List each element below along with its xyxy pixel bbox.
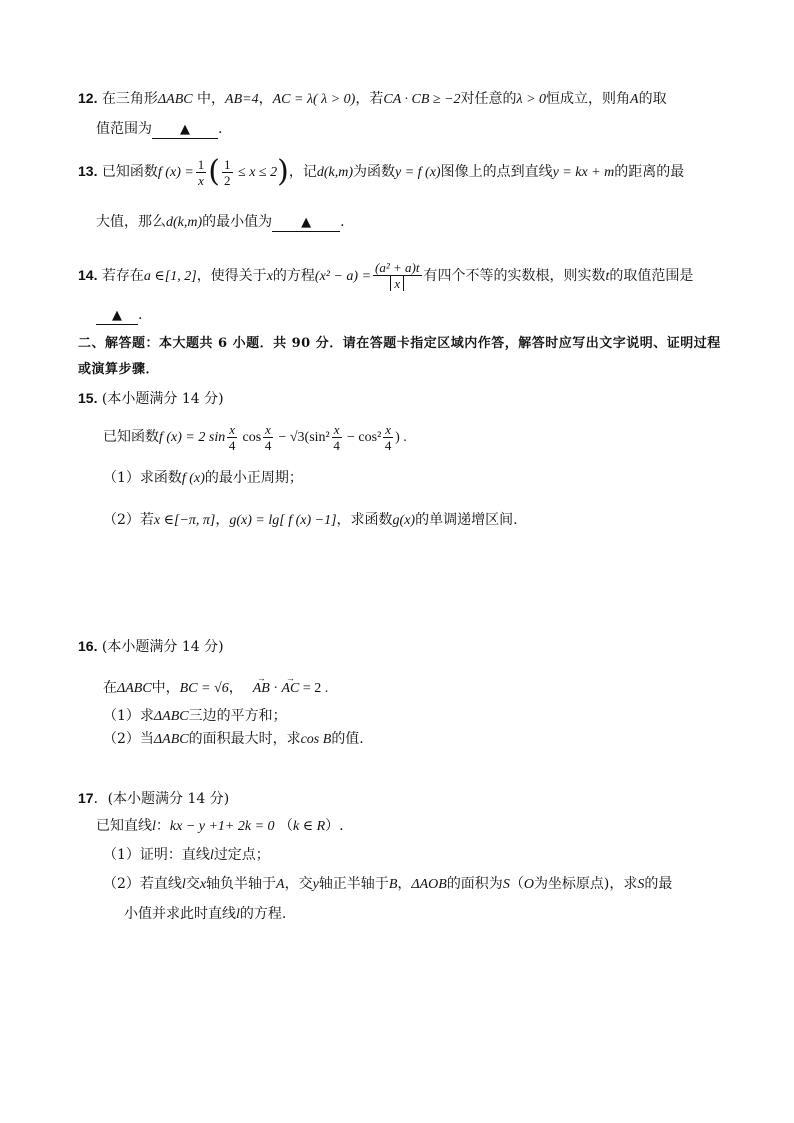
q17-stem: 已知直线l：kx − y +1+ 2k = 0 （k ∈ R）. xyxy=(96,818,344,834)
q13-line1: 13. 已知函数f (x) = $\frac{1}{x}$ ( $\frac{1}{2}$ ≤ x ≤ 2)，记d(k,m)为函数y = f (x)图像上的点到直线y = kx + m的距离的最 xyxy=(78,154,685,189)
answer-blank[interactable]: ▲ xyxy=(152,122,218,139)
q15-stem: 已知函数f (x) = 2 sin $\frac{x}{4}$ cos $\frac{x}{4}$ − √3(sin² $\frac{x}{4}$ − cos² $\frac{x}{4}$ ) . xyxy=(103,421,407,453)
q17-part2-cont: 小值并求此时直线l的方程. xyxy=(124,906,287,922)
q16-header: 16. (本小题满分 14 分) xyxy=(78,638,224,655)
q13-line2: 大值，那么d(k,m)的最小值为 ▲ . xyxy=(96,214,345,230)
section-heading-cont: 或演算步骤． xyxy=(78,362,160,377)
q12-line1: 12. 在三角形ΔABC 中，AB=4，AC = λ( λ > 0)，若CA · CB ≥ −2对任意的λ > 0恒成立，则角A的取 xyxy=(78,90,667,107)
q15-part2: （2）若x ∈[−π, π]，g(x) = lg[ f (x) −1]，求函数g(x)的单调递增区间. xyxy=(103,512,518,528)
q14-line2: ▲ . xyxy=(96,305,142,325)
q14-line1: 14. 若存在a ∈[1, 2]，使得关于x的方程(x² − a) = $\frac{\text{(a² + a)t}}{x}$ 有四个不等的实数根，则实数t的取值范围是 xyxy=(78,260,694,291)
q17-header: 17．(本小题满分 14 分) xyxy=(78,790,230,807)
q12-line2: 值范围为 ▲ . xyxy=(96,121,223,137)
q16-part2: （2）当ΔABC的面积最大时，求cos B的值. xyxy=(103,731,364,747)
q16-part1: （1）求ΔABC三边的平方和； xyxy=(103,708,287,724)
q13-number: 13. xyxy=(78,163,98,179)
q12-number: 12. xyxy=(78,90,98,106)
section-heading: 二、解答题：本大题共 6 小题．共 90 分．请在答题卡指定区域内作答，解答时应写出文字说明、证明过程 xyxy=(78,336,721,351)
q15-header: 15. (本小题满分 14 分) xyxy=(78,390,224,407)
q16-stem: 在ΔABC中，BC = √6，→ AB · → AC = 2 . xyxy=(103,678,328,699)
answer-blank[interactable]: ▲ xyxy=(96,308,138,325)
answer-blank[interactable]: ▲ xyxy=(272,215,340,232)
vector-ab: → AB xyxy=(253,679,270,699)
vector-ac: → AC xyxy=(281,679,299,699)
q12-dot-expr: CA · CB ≥ −2 xyxy=(383,92,461,107)
q15-part1: （1）求函数f (x)的最小正周期； xyxy=(103,470,303,486)
q17-part1: （1）证明：直线l过定点； xyxy=(103,847,270,863)
q14-number: 14. xyxy=(78,267,98,283)
q17-part2: （2）若直线l交x轴负半轴于A，交y轴正半轴于B，ΔAOB的面积为S（O为坐标原点)，求S的最 xyxy=(103,876,673,892)
